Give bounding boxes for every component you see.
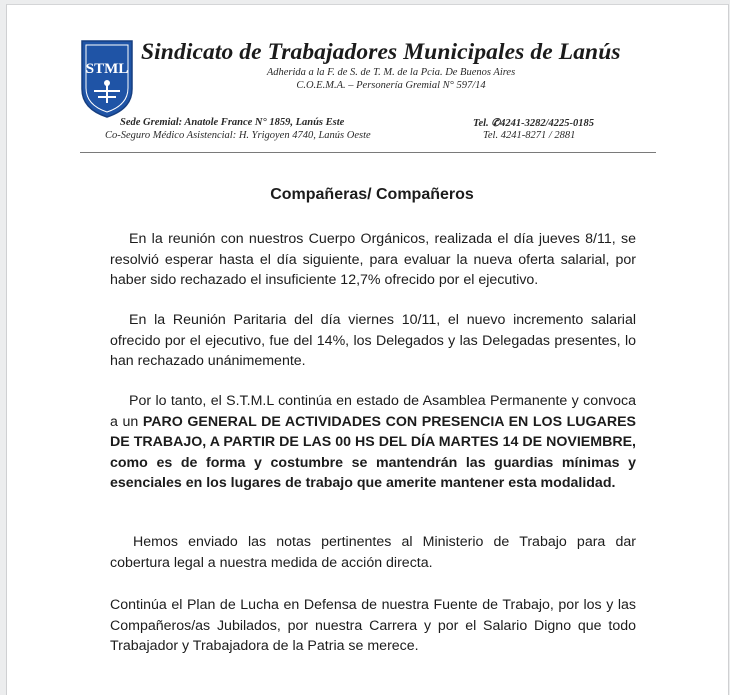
strike-intro-text: Por lo tanto, el S.T.M.L continúa en estado de Asamblea Permanente y convoca a un	[110, 393, 636, 430]
affiliation-line: Adherida a la F. de S. de T. M. de la Pcia. De Buenos Aires	[266, 67, 516, 78]
paragraph-plan-de-lucha: Continúa el Plan de Lucha en Defensa de nuestra Fuente de Trabajo, por los y las Compañeros/as Jubilados, por nuestra Carrera y por el Salario Digno que todo Trabajador y Trabajadora de la Patria se merece.	[110, 597, 636, 655]
paragraph-meeting: En la reunión con nuestros Cuerpo Orgánicos, realizada el día jueves 8/11, se resolvió esperar hasta el día siguiente, para evaluar la nueva oferta salarial, por haber sido rechazado el insuficiente 12,7% ofrecido por el ejecutivo.	[110, 231, 636, 289]
document-page	[6, 4, 729, 695]
medical-phone: Tel. 4241-8271 / 2881	[483, 130, 576, 141]
paragraph-strike-call	[110, 391, 636, 494]
registration-line: C.O.E.M.A. – Personería Gremial N° 597/14	[296, 80, 486, 91]
header-divider	[80, 152, 656, 153]
union-address: Sede Gremial: Anatole France N° 1859, Lanús Este	[120, 117, 345, 128]
paragraph-ministry: Hemos enviado las notas pertinentes al Ministerio de Trabajo para dar cobertura legal a nuestra medida de acción directa.	[110, 534, 636, 571]
organization-name: Sindicato de Trabajadores Municipales de Lanús	[141, 39, 621, 65]
strike-announcement: PARO GENERAL DE ACTIVIDADES CON PRESENCIA EN LOS LUGARES DE TRABAJO, A PARTIR DE LAS 00 HS DEL DÍA MARTES 14 DE NOVIEMBRE, como es de forma y costumbre se mantendrán las guardias mínimas y esenciales en los lugares de trabajo que amerite mantener esta modalidad.	[110, 413, 636, 492]
main-phone: Tel. ✆4241-3282/4225-0185	[473, 118, 594, 129]
medical-address: Co-Seguro Médico Asistencial: H. Yrigoyen 4740, Lanús Oeste	[105, 130, 371, 141]
union-shield-logo-icon	[80, 39, 134, 119]
greeting-heading: Compañeras/ Compañeros	[270, 186, 474, 203]
paragraph-paritaria: En la Reunión Paritaria del día viernes 10/11, el nuevo incremento salarial ofrecido por el ejecutivo, fue del 14%, los Delegados y las Delegadas presentes, lo han rechazado unánimemente.	[110, 312, 636, 370]
logo-lettering: STML	[85, 61, 129, 77]
